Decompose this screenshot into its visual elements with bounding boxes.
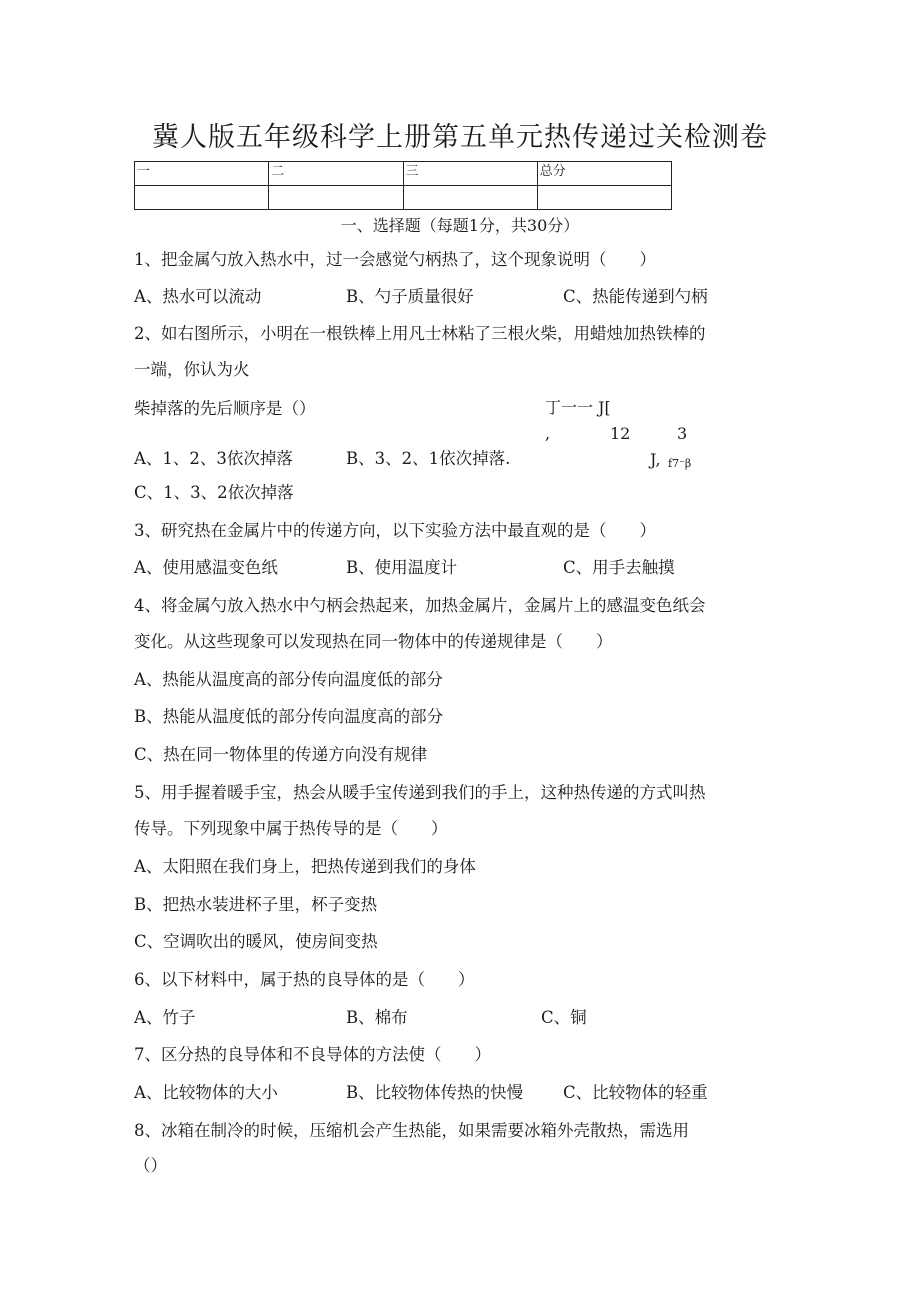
question-6-option-a: A、竹子 (134, 1008, 196, 1027)
question-3-option-b: B、使用温度计 (346, 558, 458, 577)
score-cell-2[interactable] (269, 186, 403, 210)
question-5-option-b: B、把热水装进杯子里，杯子变热 (134, 895, 378, 914)
question-1-option-b: B、勺子质量很好 (346, 287, 474, 306)
question-3-option-a: A、使用感温变色纸 (134, 558, 278, 577)
question-4-option-b: B、热能从温度低的部分传向温度高的部分 (134, 707, 444, 726)
question-7-option-a: A、比较物体的大小 (134, 1083, 278, 1102)
score-cell-3[interactable] (403, 186, 537, 210)
question-2-stem-line3: 柴掉落的先后顺序是（） (134, 399, 316, 418)
question-2-figure-comma: , (545, 424, 551, 443)
score-table (134, 161, 672, 210)
question-7-option-b: B、比较物体传热的快慢 (346, 1083, 524, 1102)
question-2-figure-top: 丁一一 J[ (545, 398, 611, 417)
question-8-stem-line2: （） (134, 1156, 167, 1175)
question-2-option-a: A、1、2、3依次掉落 (134, 449, 293, 468)
question-4-stem-line2: 变化。从这些现象可以发现热在同一物体中的传递规律是（ ） (134, 632, 613, 651)
question-7-stem: 7、区分热的良导体和不良导体的方法使（ ） (134, 1045, 491, 1064)
question-4-stem-line1: 4、将金属勺放入热水中勺柄会热起来，加热金属片，金属片上的感温变色纸会 (134, 596, 706, 615)
score-cell-1[interactable] (135, 186, 269, 210)
score-header-2: 二 (269, 162, 403, 186)
question-1-option-a: A、热水可以流动 (134, 287, 262, 306)
page-title: 冀人版五年级科学上册第五单元热传递过关检测卷 (152, 122, 768, 153)
question-6-option-b: B、棉布 (346, 1008, 408, 1027)
question-4-option-a: A、热能从温度高的部分传向温度低的部分 (134, 670, 443, 689)
question-8-stem-line1: 8、冰箱在制冷的时候，压缩机会产生热能，如果需要冰箱外壳散热，需选用 (134, 1121, 689, 1140)
question-3-option-c: C、用手去触摸 (563, 558, 675, 577)
score-table-value-row (135, 186, 672, 210)
question-1-stem: 1、把金属勺放入热水中，过一会感觉勺柄热了，这个现象说明（ ） (134, 250, 656, 269)
question-1-option-c: C、热能传递到勺柄 (563, 287, 708, 306)
question-2-figure-label-12: 12 (610, 424, 631, 443)
score-header-1: 一 (135, 162, 269, 186)
question-2-figure-label-3: 3 (677, 424, 688, 443)
score-cell-total[interactable] (537, 186, 671, 210)
question-3-stem: 3、研究热在金属片中的传递方向，以下实验方法中最直观的是（ ） (134, 521, 656, 540)
score-table-header-row (135, 162, 672, 186)
question-2-option-b: B、3、2、1依次掉落. (346, 449, 511, 468)
question-4-option-c: C、热在同一物体里的传递方向没有规律 (134, 745, 428, 764)
question-6-stem: 6、以下材料中，属于热的良导体的是（ ） (134, 970, 475, 989)
question-5-stem-line2: 传导。下列现象中属于热传导的是（ ） (134, 819, 448, 838)
question-2-figure-small: f7⁻β (668, 457, 692, 470)
question-5-option-a: A、太阳照在我们身上，把热传递到我们的身体 (134, 857, 476, 876)
score-header-3: 三 (403, 162, 537, 186)
question-2-option-c: C、1、3、2依次掉落 (134, 483, 294, 502)
question-7-option-c: C、比较物体的轻重 (563, 1083, 708, 1102)
question-2-stem-line2: 一端，你认为火 (134, 360, 250, 379)
question-2-figure-j: J, (650, 450, 661, 469)
question-2-stem-line1: 2、如右图所示，小明在一根铁棒上用凡士林粘了三根火柴，用蜡烛加热铁棒的 (134, 324, 706, 343)
score-header-total: 总分 (537, 162, 671, 186)
question-5-option-c: C、空调吹出的暖风，使房间变热 (134, 932, 378, 951)
question-6-option-c: C、铜 (541, 1008, 587, 1027)
question-5-stem-line1: 5、用手握着暖手宝，热会从暖手宝传递到我们的手上，这种热传递的方式叫热 (134, 783, 706, 802)
section-heading: 一、选择题（每题1分，共30分） (340, 216, 580, 235)
